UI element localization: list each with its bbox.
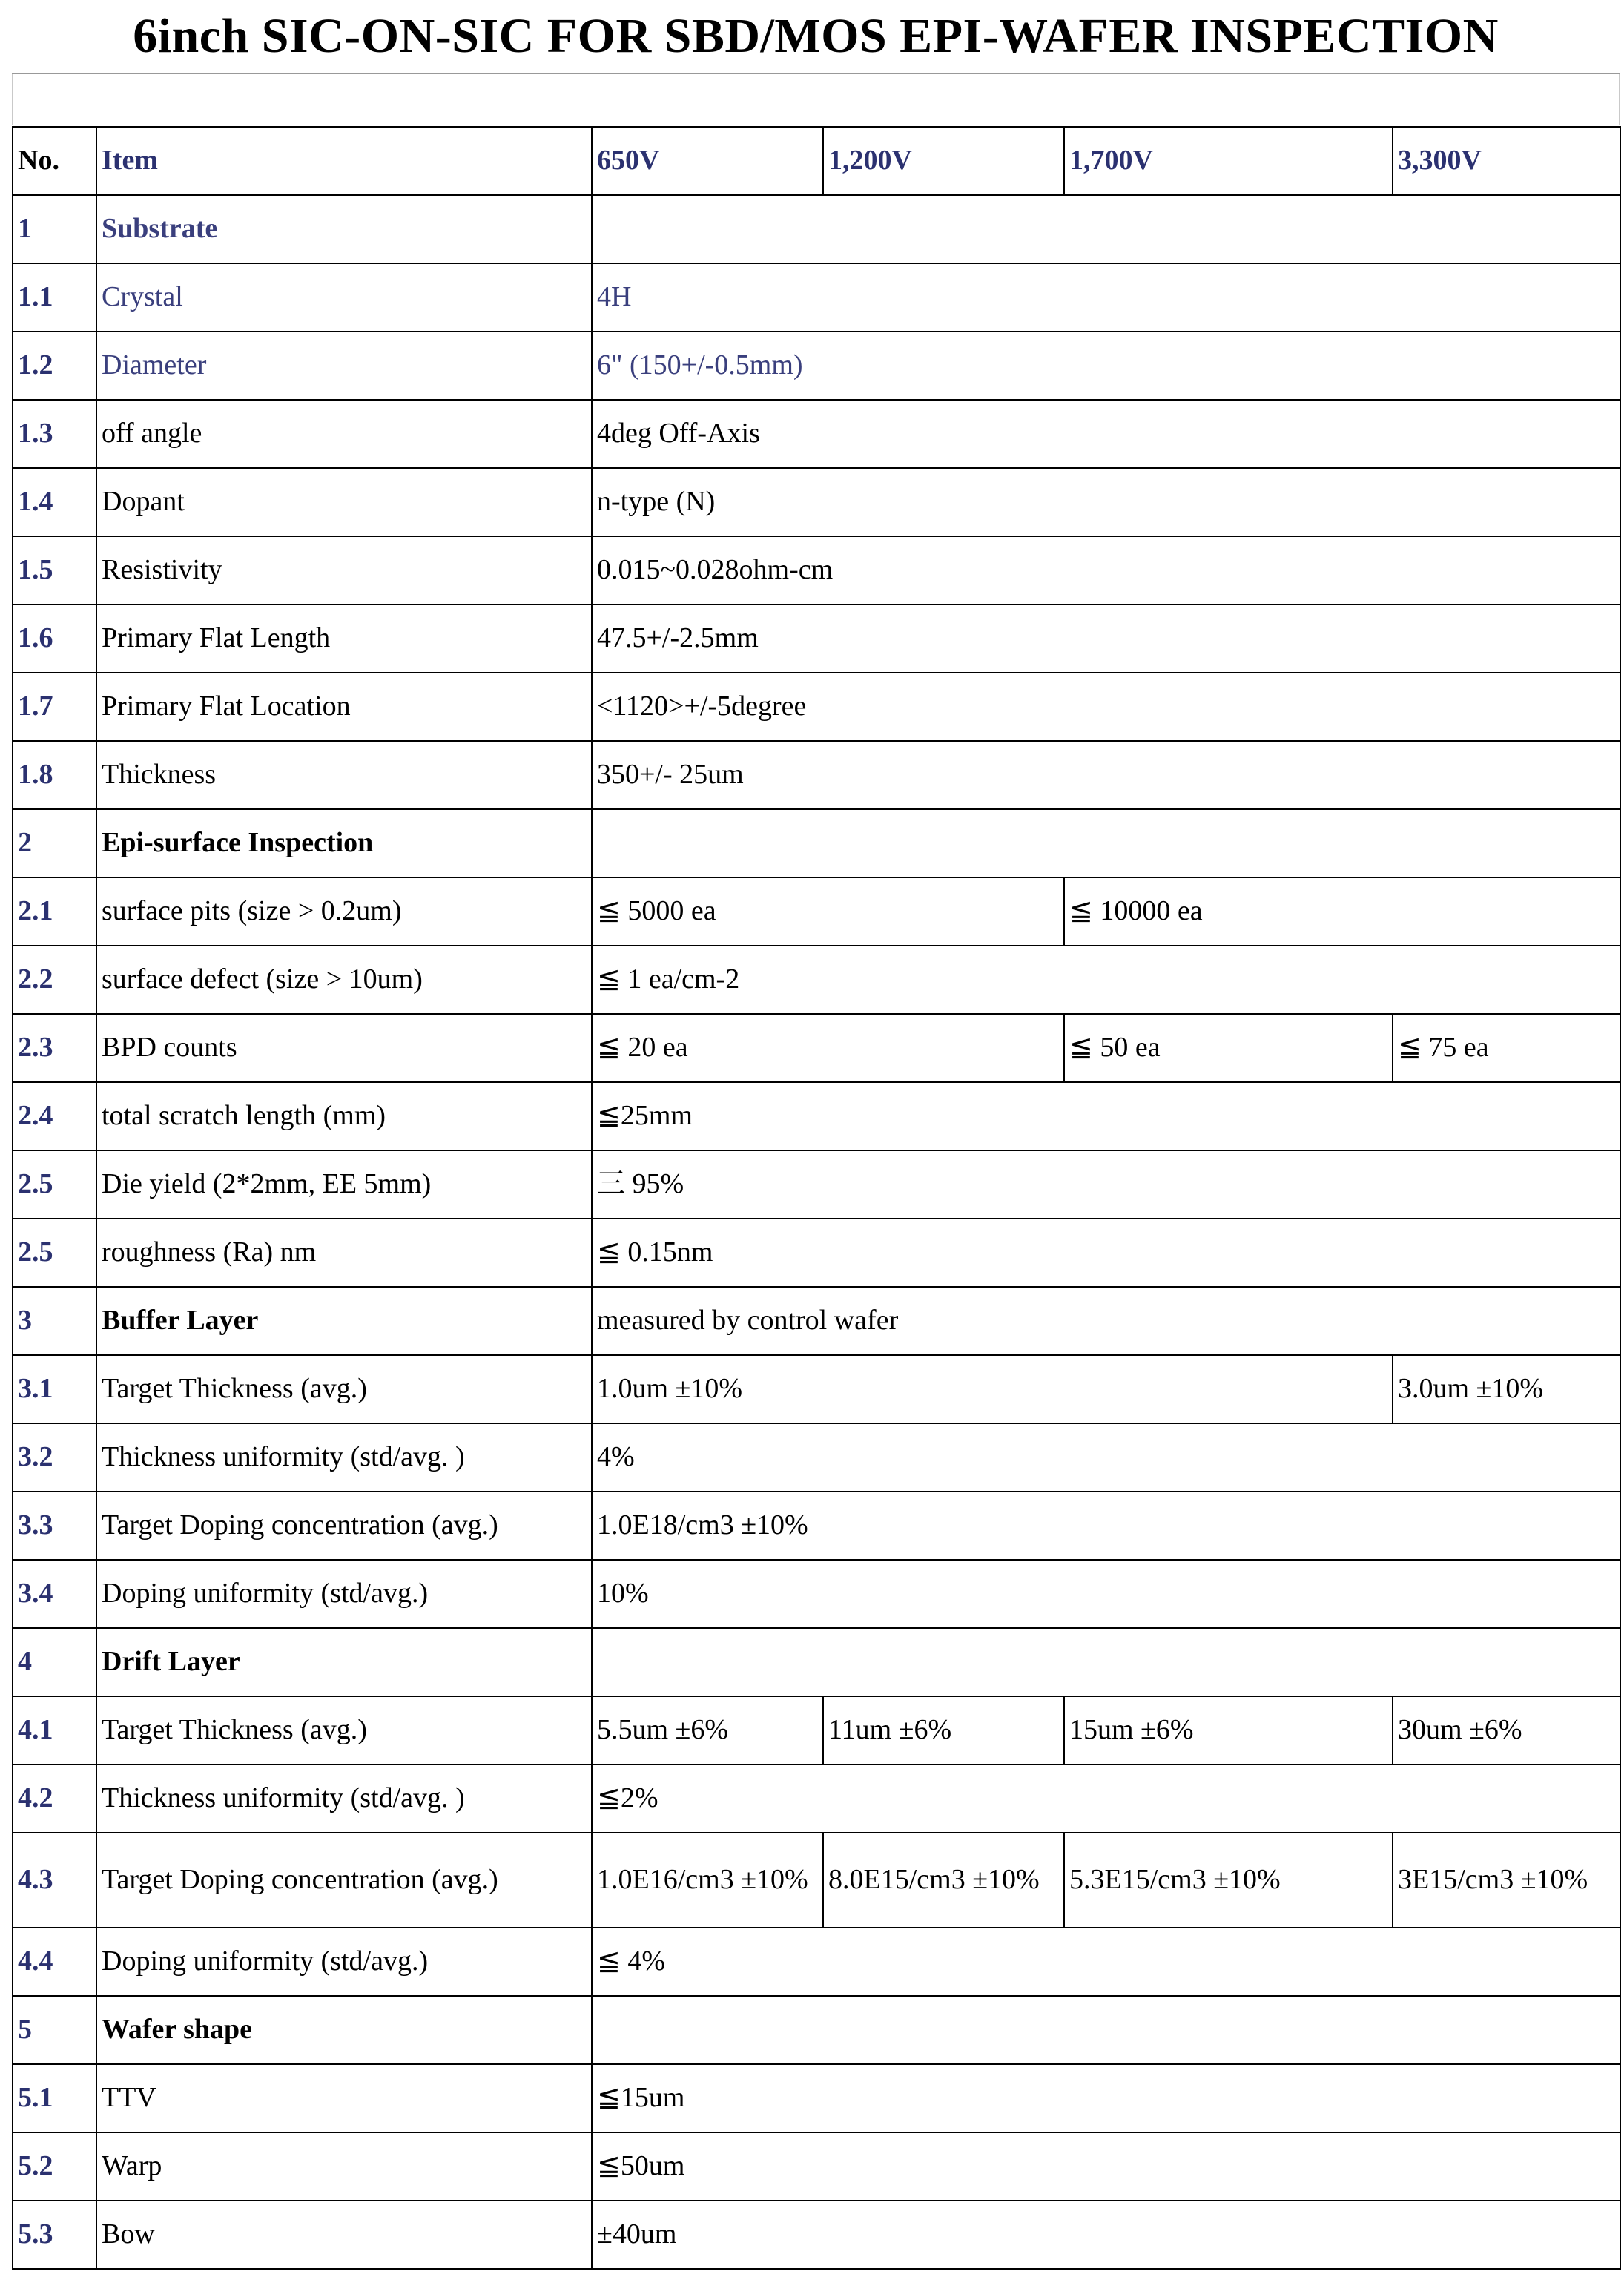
row-no: 1.6 xyxy=(13,604,96,673)
row-item: Warp xyxy=(96,2132,592,2201)
row-value-3300: ≦ 75 ea xyxy=(1393,1014,1620,1082)
table-row xyxy=(13,1560,1620,1628)
row-item: TTV xyxy=(96,2064,592,2132)
table-row xyxy=(13,1696,1620,1765)
section-title: Buffer Layer xyxy=(96,1287,592,1355)
row-item: Resistivity xyxy=(96,536,592,604)
row-no: 3.2 xyxy=(13,1423,96,1492)
table-row xyxy=(13,2201,1620,2269)
row-no: 1.5 xyxy=(13,536,96,604)
row-value-650-1200: ≦ 5000 ea xyxy=(592,877,1064,946)
section-title: Drift Layer xyxy=(96,1628,592,1696)
row-value-650: 5.5um ±6% xyxy=(592,1696,823,1765)
header-item: Item xyxy=(96,127,592,195)
row-value-3300: 3E15/cm3 ±10% xyxy=(1393,1833,1620,1928)
row-value-1700: 5.3E15/cm3 ±10% xyxy=(1064,1833,1393,1928)
row-item: Target Doping concentration (avg.) xyxy=(96,1492,592,1560)
row-no: 1.3 xyxy=(13,400,96,468)
row-value-3300: 30um ±6% xyxy=(1393,1696,1620,1765)
row-value: 6" (150+/-0.5mm) xyxy=(592,332,1620,400)
row-value xyxy=(592,1628,1620,1696)
row-item: surface pits (size > 0.2um) xyxy=(96,877,592,946)
row-value-650: 1.0E16/cm3 ±10% xyxy=(592,1833,823,1928)
row-no: 3.3 xyxy=(13,1492,96,1560)
section-row xyxy=(13,1996,1620,2064)
row-value: ≦25mm xyxy=(592,1082,1620,1150)
row-value: ≦ 0.15nm xyxy=(592,1219,1620,1287)
header-1700v: 1,700V xyxy=(1064,127,1393,195)
row-no: 5.3 xyxy=(13,2201,96,2269)
section-row xyxy=(13,195,1620,263)
row-value: n-type (N) xyxy=(592,468,1620,536)
row-item: Target Thickness (avg.) xyxy=(96,1696,592,1765)
row-value-1700: 15um ±6% xyxy=(1064,1696,1393,1765)
row-no: 2.4 xyxy=(13,1082,96,1150)
table-row xyxy=(13,1492,1620,1560)
row-no: 2.1 xyxy=(13,877,96,946)
table-row xyxy=(13,1219,1620,1287)
row-item: surface defect (size > 10um) xyxy=(96,946,592,1014)
table-row xyxy=(13,1833,1620,1928)
row-value: 1.0E18/cm3 ±10% xyxy=(592,1492,1620,1560)
row-no: 2 xyxy=(13,809,96,877)
row-item: BPD counts xyxy=(96,1014,592,1082)
row-item: Bow xyxy=(96,2201,592,2269)
table-row xyxy=(13,1150,1620,1219)
table-row xyxy=(13,877,1620,946)
row-no: 1.1 xyxy=(13,263,96,332)
row-item: total scratch length (mm) xyxy=(96,1082,592,1150)
table-header-row xyxy=(13,127,1620,195)
table-row xyxy=(13,1355,1620,1423)
row-no: 2.3 xyxy=(13,1014,96,1082)
row-no: 2.5 xyxy=(13,1219,96,1287)
row-item: Doping uniformity (std/avg.) xyxy=(96,1560,592,1628)
row-no: 1.4 xyxy=(13,468,96,536)
row-item: Primary Flat Location xyxy=(96,673,592,741)
row-value xyxy=(592,1996,1620,2064)
header-1200v: 1,200V xyxy=(823,127,1064,195)
section-title: Substrate xyxy=(96,195,592,263)
table-row xyxy=(13,2064,1620,2132)
section-title: Epi-surface Inspection xyxy=(96,809,592,877)
inspection-table xyxy=(12,126,1621,2270)
table-row xyxy=(13,1014,1620,1082)
table-row xyxy=(13,400,1620,468)
header-3300v: 3,300V xyxy=(1393,127,1620,195)
row-item: Thickness uniformity (std/avg. ) xyxy=(96,1765,592,1833)
table-row xyxy=(13,1082,1620,1150)
row-value-1700-3300: ≦ 10000 ea xyxy=(1064,877,1620,946)
row-item: Diameter xyxy=(96,332,592,400)
table-row xyxy=(13,468,1620,536)
row-value: 4% xyxy=(592,1423,1620,1492)
table-row xyxy=(13,741,1620,809)
row-no: 5 xyxy=(13,1996,96,2064)
row-no: 2.5 xyxy=(13,1150,96,1219)
section-row xyxy=(13,1287,1620,1355)
row-item: Target Thickness (avg.) xyxy=(96,1355,592,1423)
row-value: 三 95% xyxy=(592,1150,1620,1219)
row-item: Thickness xyxy=(96,741,592,809)
table-row xyxy=(13,536,1620,604)
table-row xyxy=(13,332,1620,400)
row-value: 4deg Off-Axis xyxy=(592,400,1620,468)
row-value: 10% xyxy=(592,1560,1620,1628)
section-row xyxy=(13,1628,1620,1696)
row-item: Thickness uniformity (std/avg. ) xyxy=(96,1423,592,1492)
row-value-1700: ≦ 50 ea xyxy=(1064,1014,1393,1082)
row-value: 350+/- 25um xyxy=(592,741,1620,809)
row-item: Doping uniformity (std/avg.) xyxy=(96,1928,592,1996)
row-value: ≦ 4% xyxy=(592,1928,1620,1996)
row-no: 4 xyxy=(13,1628,96,1696)
table-row xyxy=(13,1928,1620,1996)
table-row xyxy=(13,1765,1620,1833)
row-item: Dopant xyxy=(96,468,592,536)
row-value: ≦15um xyxy=(592,2064,1620,2132)
row-value: measured by control wafer xyxy=(592,1287,1620,1355)
row-no: 1.8 xyxy=(13,741,96,809)
row-value xyxy=(592,195,1620,263)
row-no: 3.1 xyxy=(13,1355,96,1423)
row-value: ±40um xyxy=(592,2201,1620,2269)
table-row xyxy=(13,946,1620,1014)
row-no: 1.2 xyxy=(13,332,96,400)
row-value-1200: 11um ±6% xyxy=(823,1696,1064,1765)
row-item: Crystal xyxy=(96,263,592,332)
row-no: 1.7 xyxy=(13,673,96,741)
row-value: 0.015~0.028ohm-cm xyxy=(592,536,1620,604)
table-row xyxy=(13,263,1620,332)
section-title: Wafer shape xyxy=(96,1996,592,2064)
row-item: off angle xyxy=(96,400,592,468)
table-row xyxy=(13,2132,1620,2201)
row-no: 5.2 xyxy=(13,2132,96,2201)
row-value: ≦50um xyxy=(592,2132,1620,2201)
row-no: 4.1 xyxy=(13,1696,96,1765)
table-row xyxy=(13,1423,1620,1492)
row-no: 2.2 xyxy=(13,946,96,1014)
row-value: ≦2% xyxy=(592,1765,1620,1833)
section-row xyxy=(13,809,1620,877)
row-value-3300: 3.0um ±10% xyxy=(1393,1355,1620,1423)
row-no: 4.3 xyxy=(13,1833,96,1928)
row-value: ≦ 1 ea/cm-2 xyxy=(592,946,1620,1014)
table-row xyxy=(13,604,1620,673)
row-value: 4H xyxy=(592,263,1620,332)
row-item: Target Doping concentration (avg.) xyxy=(96,1833,592,1928)
row-value: <1120>+/-5degree xyxy=(592,673,1620,741)
row-item: Primary Flat Length xyxy=(96,604,592,673)
row-no: 3 xyxy=(13,1287,96,1355)
row-value xyxy=(592,809,1620,877)
row-value: 47.5+/-2.5mm xyxy=(592,604,1620,673)
row-value-1200: 8.0E15/cm3 ±10% xyxy=(823,1833,1064,1928)
row-no: 3.4 xyxy=(13,1560,96,1628)
row-value-650-1700: 1.0um ±10% xyxy=(592,1355,1393,1423)
blank-row xyxy=(12,74,1620,125)
row-item: Die yield (2*2mm, EE 5mm) xyxy=(96,1150,592,1219)
row-no: 5.1 xyxy=(13,2064,96,2132)
header-650v: 650V xyxy=(592,127,823,195)
row-no: 4.2 xyxy=(13,1765,96,1833)
page-title: 6inch SIC-ON-SIC FOR SBD/MOS EPI-WAFER INSPECTION xyxy=(12,0,1620,74)
row-no: 4.4 xyxy=(13,1928,96,1996)
row-item: roughness (Ra) nm xyxy=(96,1219,592,1287)
row-value-650-1200: ≦ 20 ea xyxy=(592,1014,1064,1082)
table-row xyxy=(13,673,1620,741)
header-no: No. xyxy=(13,127,96,195)
row-no: 1 xyxy=(13,195,96,263)
